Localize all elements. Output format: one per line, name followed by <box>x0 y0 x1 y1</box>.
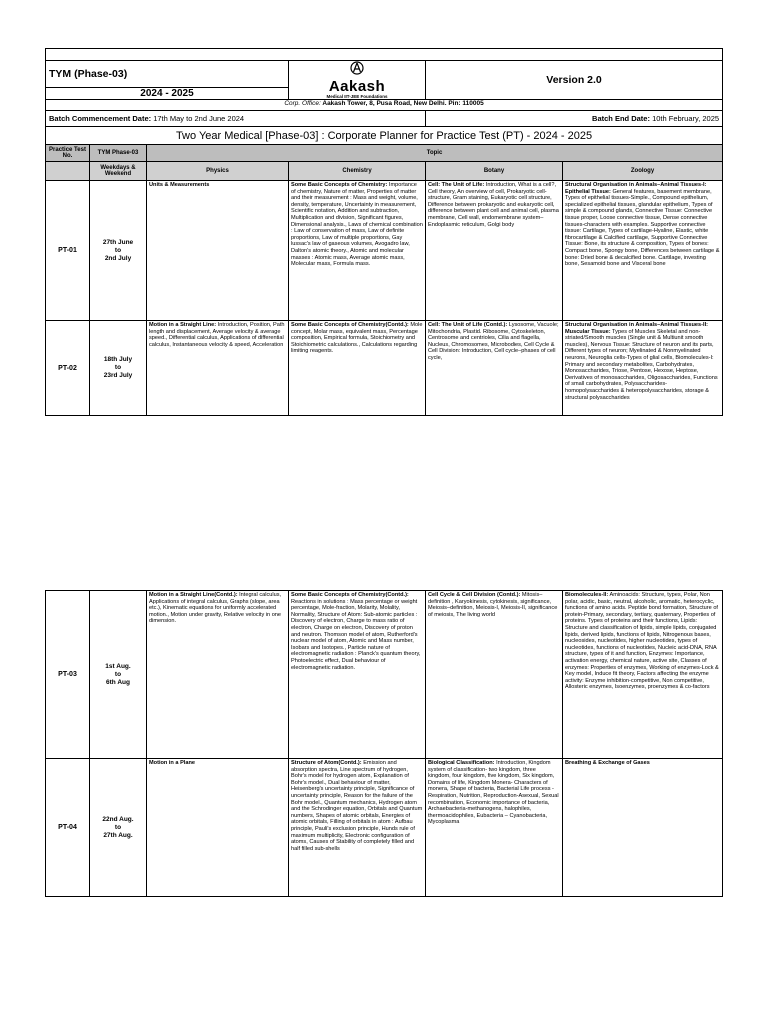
physics-topics <box>147 759 289 897</box>
botany-head: Biological Classification: <box>428 760 495 766</box>
physics-topics <box>147 321 289 416</box>
date-start: 1st Aug. <box>105 662 131 670</box>
col-tym-phase: TYM Phase-03 <box>90 145 147 162</box>
logo-tagline: Medical IIT-JEE Foundations <box>326 94 388 99</box>
table-row <box>46 321 723 416</box>
version-label: Version 2.0 <box>426 61 723 100</box>
col-weekdays: Weekdays & Weekend <box>90 162 147 181</box>
chemistry-body: Reactions in solutions : Mass percentage or weight percentage, Mole-fraction, Molarity, Molality, Normality, Structure of Atom: Sub-atomic particles : Discovery of electron, Charge to mass ratio of electron, Charge on electron, Discovery of proton and neutron. Thomson model of atom, Rutherford's nuclear model of atom, Atomic and Mass number, Isobars and Isotopes., Particle nature of electromagnetic radiation : Planck's quantum theory, Photoelectric effect, Dual behaviour of electromagnetic radiation. <box>291 598 421 671</box>
chemistry-head: Some Basic Concepts of Chemistry(Contd.): <box>291 592 409 598</box>
batch-end <box>426 111 723 127</box>
zoology-head: Structural Organisation in Animals–Animal Tissues-I: Epithelial Tissue: <box>565 182 707 195</box>
zoology-topics <box>563 321 723 416</box>
batch-commencement-value: 17th May to 2nd June 2024 <box>153 114 245 123</box>
date-start: 18th July <box>103 356 133 363</box>
col-topic: Topic <box>147 145 723 162</box>
physics-topics <box>147 181 289 321</box>
chemistry-body: Mole concept, Molar mass, equivalent mass, Percentage composition, Empirical formula, Stoichiometry and Stoichiometric calculations., Calculations regarding limiting reagents. <box>291 322 423 355</box>
physics-topics <box>147 591 289 759</box>
corp-office-line <box>46 100 723 111</box>
physics-head: Motion in a Straight Line: <box>149 322 217 328</box>
logo-brand-text: Aakash <box>328 78 386 95</box>
batch-end-value: 10th February, 2025 <box>652 114 720 123</box>
date-to: to <box>114 246 122 254</box>
botany-head: Cell Cycle & Cell Division (Contd.): <box>428 592 521 598</box>
botany-head: Cell: The Unit of Life (Contd.): <box>428 322 508 328</box>
botany-head: Cell: The Unit of Life: <box>428 182 485 188</box>
chemistry-head: Some Basic Concepts of Chemistry(Contd.): <box>291 322 409 328</box>
chemistry-topics <box>289 181 426 321</box>
date-end: 6th Aug <box>106 678 130 686</box>
zoology-head: Biomolecules-II: <box>565 592 609 598</box>
pt-number: PT-03 <box>46 591 90 759</box>
pt-number: PT-02 <box>46 321 90 416</box>
botany-body: Introduction, What is a cell?, Cell theory, An overview of cell, Prokaryotic cell-structure, Gram staining, Eukaryotic cell structure, Difference between prokaryotic and eukaryotic cell, difference between plant cell and animal cell, plasma membrane, Cell wall, endomembrane system– Endoplasmic reticulum, Golgi body <box>428 182 559 228</box>
program-name: TYM (Phase-03) <box>46 61 289 88</box>
pt-number: PT-04 <box>46 759 90 897</box>
botany-topics <box>426 181 563 321</box>
zoology-head: Structural Organisation in Animals–Animal Tissues-II: Muscular Tissue: <box>565 322 708 335</box>
pt-dates <box>90 181 147 321</box>
physics-head: Motion in a Plane <box>149 760 195 766</box>
chemistry-topics <box>289 321 426 416</box>
planner-continuation-table <box>45 590 723 897</box>
planner-sheet-top <box>45 48 722 416</box>
zoology-topics <box>563 181 723 321</box>
table-row <box>46 591 723 759</box>
date-start: 27th June <box>102 238 134 246</box>
aakash-emblem-icon <box>349 61 365 75</box>
corp-office-address: Aakash Tower, 8, Pusa Road, New Delhi. Pin: 110005 <box>322 100 484 107</box>
col-zoology: Zoology <box>563 162 723 181</box>
top-blank-row <box>46 49 723 61</box>
date-to: to <box>114 364 122 371</box>
zoology-topics <box>563 759 723 897</box>
col-practice-test-no: Practice Test No. <box>46 145 90 162</box>
date-to: to <box>114 670 122 678</box>
pt-dates <box>90 591 147 759</box>
zoology-body: Aminoacids: Structure, types, Polar, Non polar, acidic, basic, neutral, alcoholic, aromatic, heterocyclic, functions of amino acids. Peptide bond formation, Structure of protein-Primary, secondary, tertiary, quaternary, Properties of proteins. Types of proteins and their functions, Lipids: Structure and classification of lipids, simple lipids, conjugated lipids, derived lipids, functions of lipids, Nitrogenous bases, nucleosides, nucleotides, higher nucleotides, types of nucleotides, functions of nucleotides, Nucleic acid-DNA, RNA structure, types of it and function, Enzymes: Importance, activation energy, chemical nature, active site, Classes of enzymes: Properties of enzymes, Working of enzymes-Lock & Key model, Induce fit theory, Factors affecting the enzyme activity: Enzyme inhibition-competitive, Non competitive, Allosteric enzymes, Isoenzymes, proenzymes & co-factors <box>565 592 719 691</box>
corp-office-label: Corp. Office: <box>284 100 321 107</box>
col-chemistry: Chemistry <box>289 162 426 181</box>
pt-number: PT-01 <box>46 181 90 321</box>
planner-sheet-bottom <box>45 590 722 897</box>
batch-commencement-label: Batch Commencement Date: <box>49 114 152 123</box>
col-botany: Botany <box>426 162 563 181</box>
zoology-head: Breathing & Exchange of Gases <box>565 760 650 766</box>
batch-commencement <box>46 111 426 127</box>
pt-dates <box>90 759 147 897</box>
planner-header-table <box>45 48 723 416</box>
pt-dates <box>90 321 147 416</box>
chemistry-head: Some Basic Concepts of Chemistry: <box>291 182 388 188</box>
physics-head: Motion in a Straight Line(Contd.): <box>149 592 238 598</box>
chemistry-head: Structure of Atom(Contd.): <box>291 760 362 766</box>
zoology-body: Types of Muscles Skeletal and non-striated/Smooth muscles (Single unit & Multiunit smooth muscles), Nervous Tissue: Structure of neuron and its parts, Different types of neuron; Myelinated & Nonmyelinated neurons, Neuroglia cells-Types of glial cells, Biomolecules-I: Primary and secondary metabolites, Carbohydrates, Monosaccharides, Triose, Pentose, Hexose, Heptose, Derivatives of monosaccharides, Oligosaccharides, Functions of small carbohydrates, Polysaccharides-homopolysaccharides & heteropolysaccharides, storage & structural polysaccharides <box>565 328 718 401</box>
physics-body: Introduction, Position, Path length and displacement, Average velocity & average speed., Differential calculus, Applications of differential calculus, Instantaneous velocity & speed, Acceleration <box>149 322 285 348</box>
chemistry-body: Importance of chemistry, Nature of matter, Properties of matter and their measurement : Mass and weight, volume, density, temperature, Uncertainty in measurement, Scientific notation, Addition and subtraction, Multiplication and division, Significant figures, Dimensional analysis., Laws of chemical combination : Law of conservation of mass, Law of definite proportions, Law of multiple proportions, Gay lussac's law of gaseous volumes, Avogadro law, Dalton's atomic theory., Atomic and molecular masses : Atomic mass, Average atomic mass, Molecular mass, Formula mass. <box>291 182 423 268</box>
botany-topics <box>426 321 563 416</box>
table-row <box>46 759 723 897</box>
date-start: 22nd Aug. <box>102 815 134 823</box>
batch-end-label: Batch End Date: <box>592 114 650 123</box>
botany-body: Lysosome, Vacuole; Mitochondria, Plastid. Ribosome, Cytoskeleton, Centrosome and centrioles, Cilia and flagella, Nucleus, Chromosomes, Microbodies, Cell Cycle & Cell Division: Introduction, Cell cycle–phases of cell cycle, <box>428 322 559 361</box>
zoology-body: General features, basement membrane, Types of epithelial tissues-Simple., Compound epithelium, specialized epithelial tissues, glandular epithelium, Types of simple & compound glands, Connective Tissue: Connective tissue proper, Loose connective tissue, Dense connective tissues-characters with examples. Supportive connective tissue: Cartilage, Types of cartilage-Hyaline, Elastic, white fibrocartilage & Calcified cartilage, Supportive Connective Tissue: Bone, its structure & composition, Types of bones: Compact bone, Spongy bone, Differences between cartilage & bone: Dried bone & decalcified bone. Cartilage, investing bone, Sesamoid bone and Visceral bone <box>565 188 720 268</box>
date-end: 23rd July <box>103 372 133 379</box>
chemistry-topics <box>289 759 426 897</box>
zoology-topics <box>563 591 723 759</box>
botany-body: Introduction, Kingdom system of classification- two kingdom, three kingdom, four kingdom, five kingdom, Six kingdom, Domains of life, Kingdom Monera- Characters of monera, Shape of bacteria, Bacterial Life process - Respiration, Nutrition, Reproduction-Asexual, Sexual recombination, Economic importance of bacteria, Archaebacteria-methanogens, halophiles, thermoacidophiles, Eubacteria – Cyanobacteria, Mycoplasma <box>428 760 559 826</box>
botany-topics <box>426 759 563 897</box>
chemistry-topics <box>289 591 426 759</box>
botany-topics <box>426 591 563 759</box>
table-row <box>46 181 723 321</box>
date-to: to <box>114 823 122 831</box>
aakash-logo <box>289 61 426 100</box>
chemistry-body: Emission and absorption spectra, Line spectrum of hydrogen, Bohr's model for hydrogen atom, Explanation of Bohr's model., Dual behaviour of matter, Heisenberg's uncertainty principle, Significance of uncertainty principle, Reason for the failure of the Bohr model., Quantum mechanics, Hydrogen atom and the Schrodinger equation, Orbitals and Quantum numbers, Shapes of atomic orbitals, Energies of atomic orbitals, Filling of orbitals in atom : Aufbau principle, Pauli's exclusion principle, Hunds rule of maximum multiplicity, Electronic configuration of atoms, Causes of Stability of completely filled and half filled sub-shells <box>291 760 423 852</box>
date-end: 2nd July <box>104 254 132 262</box>
planner-title: Two Year Medical [Phase-03] : Corporate Planner for Practice Test (PT) - 2024 - 2025 <box>46 127 723 145</box>
col-physics: Physics <box>147 162 289 181</box>
session-years: 2024 - 2025 <box>46 88 289 100</box>
botany-body: Mitosis–definition , Karyokinesis, cytokinesis, significance, Meiosis–definition, Meiosis-I, Meiosis-II, significance of meiosis, The living world <box>428 592 558 618</box>
col-blank <box>46 162 90 181</box>
physics-head: Units & Measurements <box>149 182 210 188</box>
physics-body: Integral calculus, Applications of integral calculus, Graphs (slope, area etc.), Kinematic equations for uniformly accelerated motion., Motion under gravity, Relative velocity in one dimension. <box>149 592 282 625</box>
date-end: 27th Aug. <box>103 831 133 839</box>
